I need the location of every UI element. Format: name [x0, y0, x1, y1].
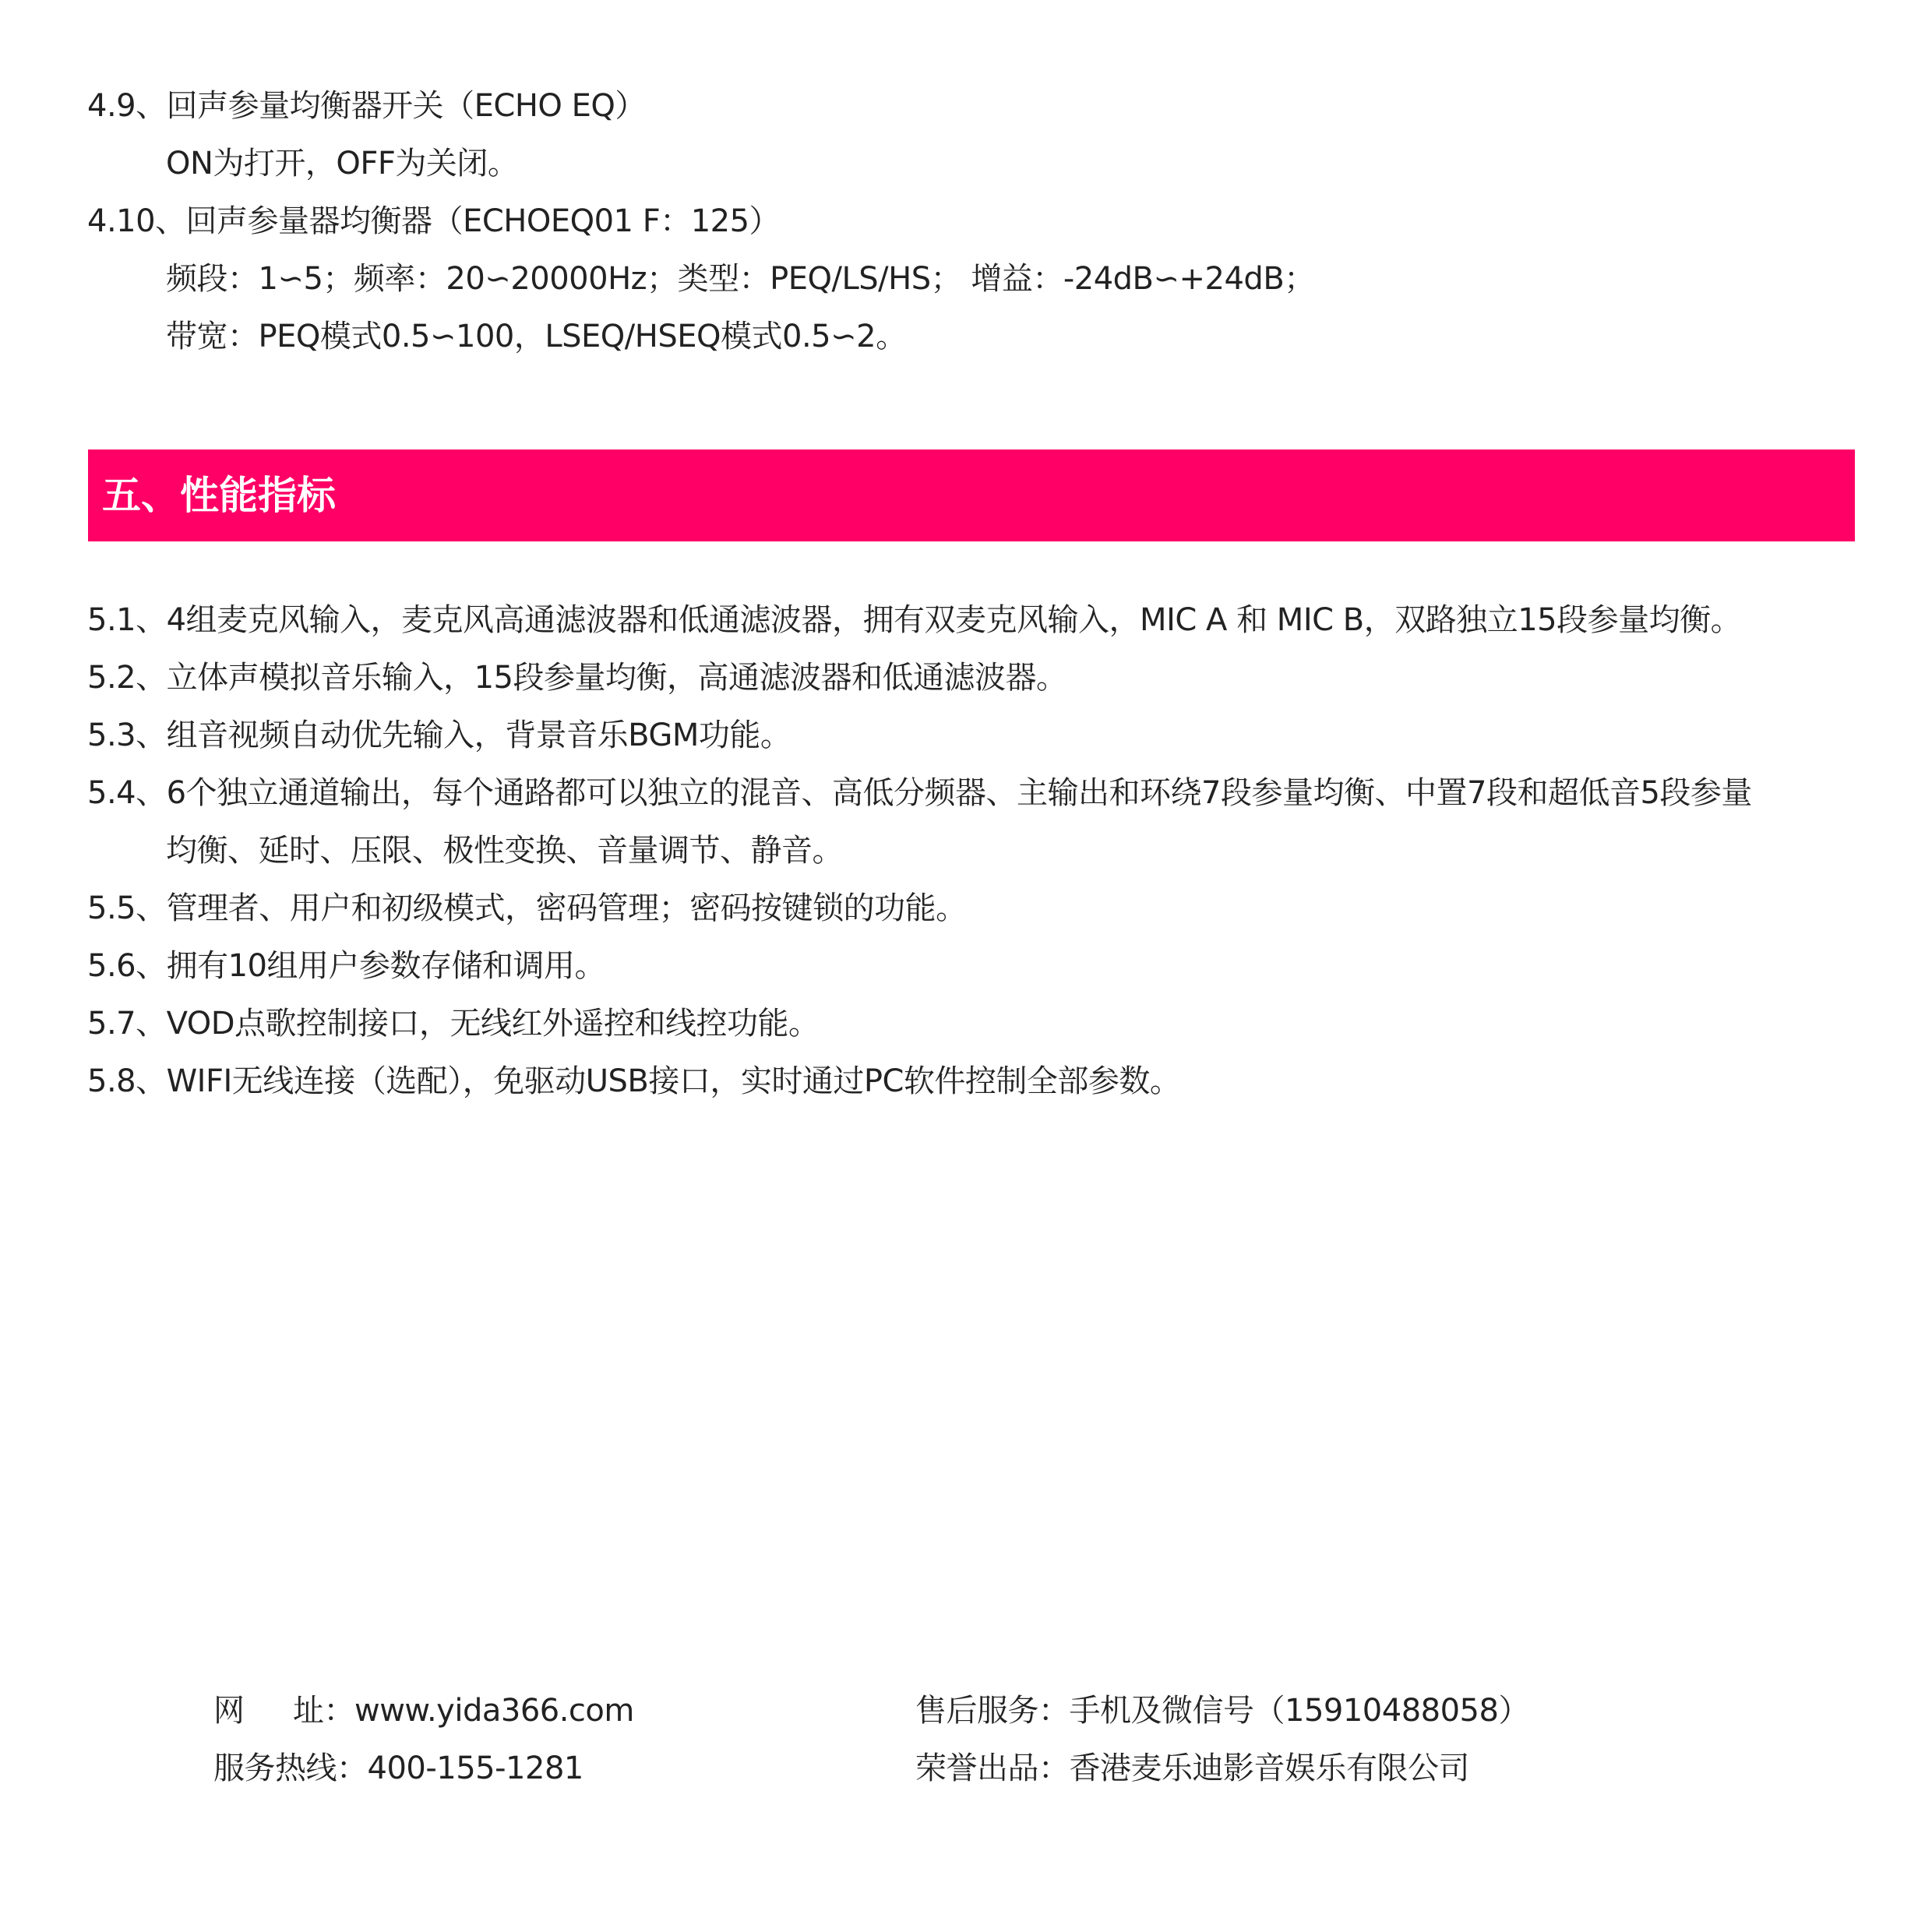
item-4-10-title: 4.10、回声参量器均衡器（ECHOEQ01 F：125） — [87, 203, 781, 239]
footer-hotline: 服务热线：400-155-1281 — [213, 1750, 583, 1786]
item-5-2: 5.2、立体声模拟音乐输入，15段参量均衡，高通滤波器和低通滤波器。 — [87, 660, 1067, 696]
item-5-4-continued: 均衡、延时、压限、极性变换、音量调节、静音。 — [166, 833, 843, 869]
footer-after-sales: 售后服务：手机及微信号（15910488058） — [915, 1693, 1529, 1729]
item-5-3: 5.3、组音视频自动优先输入，背景音乐BGM功能。 — [87, 717, 791, 753]
item-5-8: 5.8、WIFI无线连接（选配），免驱动USB接口，实时通过PC软件控制全部参数。 — [87, 1063, 1181, 1099]
footer-website-link[interactable]: ：www.yida366.com — [323, 1693, 634, 1729]
footer-website — [213, 1689, 634, 1733]
item-4-10-desc-line1: 频段：1∽5；频率：20∽20000Hz；类型：PEQ/LS/HS； 增益：-24dB∽+24dB； — [166, 261, 1315, 297]
item-4-9-desc: ON为打开，OFF为关闭。 — [166, 146, 519, 182]
footer-honor: 荣誉出品：香港麦乐迪影音娱乐有限公司 — [915, 1750, 1469, 1786]
item-5-5: 5.5、管理者、用户和初级模式，密码管理；密码按键锁的功能。 — [87, 890, 967, 926]
item-4-9-title: 4.9、回声参量均衡器开关（ECHO EQ） — [87, 88, 646, 124]
footer-website-label-char1: 网 — [213, 1693, 293, 1729]
item-4-10-desc-line2: 带宽：PEQ模式0.5∽100，LSEQ/HSEQ模式0.5∽2。 — [166, 319, 907, 354]
item-5-6: 5.6、拥有10组用户参数存储和调用。 — [87, 948, 606, 984]
item-5-1: 5.1、4组麦克风输入，麦克风高通滤波器和低通滤波器，拥有双麦克风输入，MIC A 和 MIC B，双路独立15段参量均衡。 — [87, 602, 1742, 638]
section-banner — [88, 450, 1855, 541]
section-title: 五、性能指标 — [102, 473, 336, 518]
item-5-7: 5.7、VOD点歌控制接口，无线红外遥控和线控功能。 — [87, 1006, 820, 1042]
footer-website-label-char2: 址 — [293, 1693, 324, 1729]
item-5-4: 5.4、6个独立通道输出，每个通路都可以独立的混音、高低分频器、主输出和环绕7段参量均衡、中置7段和超低音5段参量 — [87, 775, 1752, 811]
